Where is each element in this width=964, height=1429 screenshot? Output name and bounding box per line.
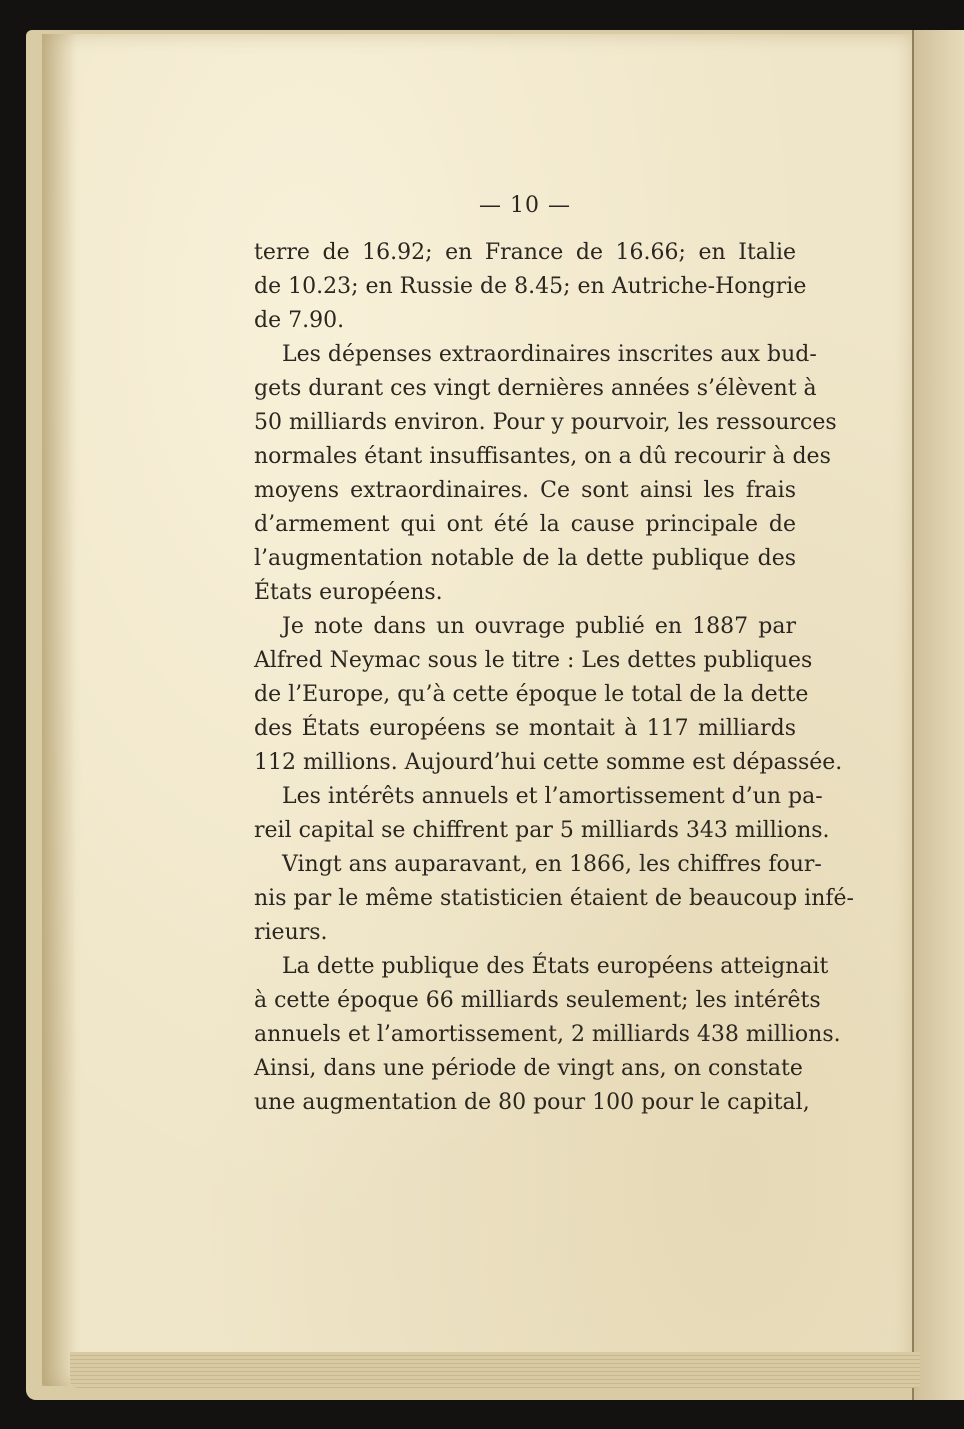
text-line: Ainsi, dans une période de vingt ans, on constate [254,1056,803,1081]
text-line: Alfred Neymac sous le titre : Les dettes publiques [254,648,813,673]
text-line: à cette époque 66 milliards seulement; les intérêts [254,988,821,1013]
page-number: — 10 — [479,193,571,218]
text-line: rieurs. [254,920,328,945]
text-line: reil capital se chiffrent par 5 milliards 343 millions. [254,818,830,843]
text-line: gets durant ces vingt dernières années s’élèvent à [254,376,817,401]
text-line: de l’Europe, qu’à cette époque le total de la dette [254,682,809,707]
bottom-page-edges [70,1352,920,1388]
text-line: de 7.90. [254,308,345,333]
text-line: l’augmentation notable de la dette publique des [254,546,796,571]
text-line: moyens extraordinaires. Ce sont ainsi les frais [254,478,796,503]
text-line: États européens. [254,580,443,605]
text-line: Je note dans un ouvrage publié en 1887 par [282,614,796,639]
text-line: d’armement qui ont été la cause principale de [254,512,796,537]
text-block [254,188,854,1120]
text-line: La dette publique des États européens atteignait [282,954,829,979]
facing-page-edge [912,30,964,1400]
text-line: des États européens se montait à 117 milliards [254,716,796,741]
text-line: Les dépenses extraordinaires inscrites aux bud- [282,342,817,367]
text-line: Vingt ans auparavant, en 1866, les chiffres four- [282,852,822,877]
gutter-shadow [42,34,76,1386]
text-line: 50 milliards environ. Pour y pourvoir, les ressources [254,410,837,435]
text-line: nis par le même statisticien étaient de beaucoup infé- [254,886,854,911]
text-line: Les intérêts annuels et l’amortissement d’un pa- [282,784,823,809]
text-line: une augmentation de 80 pour 100 pour le capital, [254,1090,810,1115]
text-line: terre de 16.92; en France de 16.66; en Italie [254,240,796,265]
text-line: annuels et l’amortissement, 2 milliards 438 millions. [254,1022,841,1047]
text-line: 112 millions. Aujourd’hui cette somme est dépassée. [254,750,843,775]
text-line: de 10.23; en Russie de 8.45; en Autriche-Hongrie [254,274,807,299]
text-line: normales étant insuffisantes, on a dû recourir à des [254,444,831,469]
